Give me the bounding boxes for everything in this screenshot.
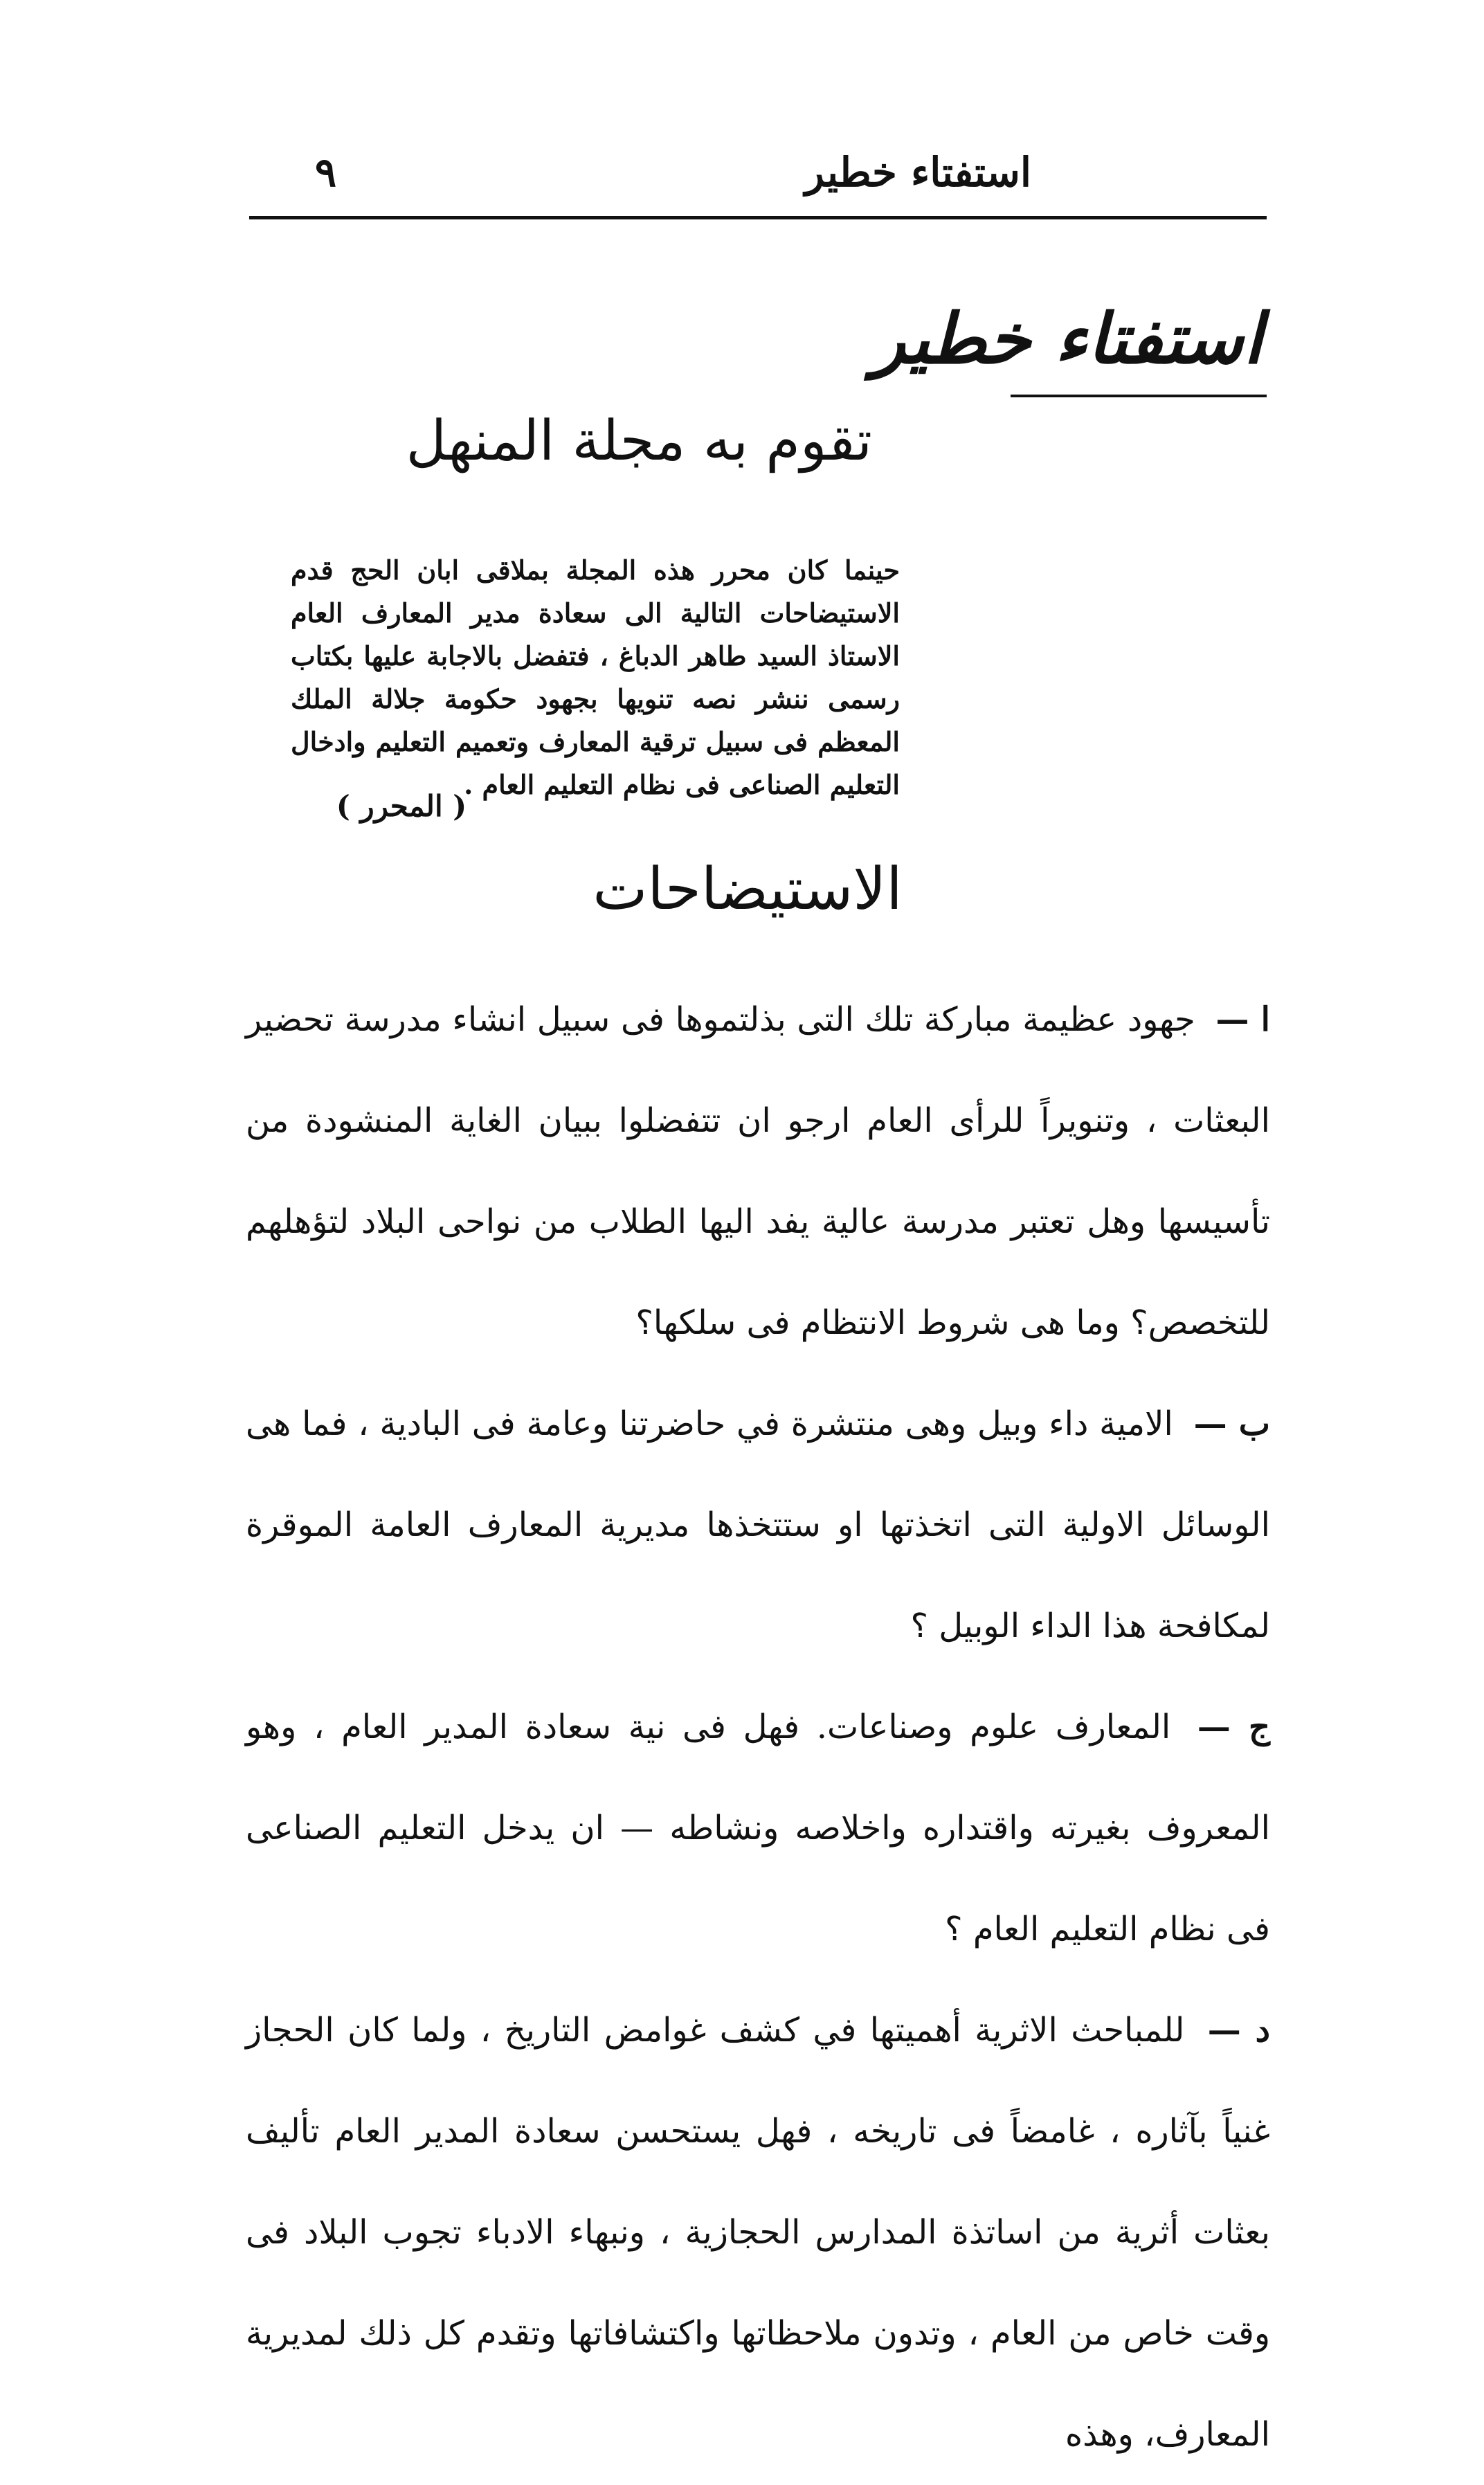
question-text: للمباحث الاثرية أهميتها في كشف غوامض التاريخ ، ولما كان الحجاز غنياً بآثاره ، غامضاً فى تاريخه ، فهل يستحسن سعادة المدير العام تأليف بعثات أثرية من اساتذة المدارس الحجازية ، ونبهاء الادباء تجوب البلاد فى وقت خاص من العام ، وتدون ملاحظاتها واكتشافاتها وتقدم كل ذلك لمديرية المعارف، وهذه [246, 2011, 1270, 2454]
questions-list [246, 969, 1270, 2485]
question-item [246, 969, 1270, 1373]
article-subtitle: تقوم به مجلة المنهل [406, 408, 872, 473]
question-letter: ا — [1215, 1000, 1271, 1039]
question-item [246, 1373, 1270, 1677]
section-heading: الاستيضاحات [592, 855, 903, 923]
page-number: ٩ [315, 149, 337, 196]
question-text: المعارف علوم وصناعات. فهل فى نية سعادة المدير العام ، وهو المعروف بغيرته واقتداره واخلاصه ونشاطه — ان يدخل التعليم الصناعى فى نظام التعليم العام ؟ [246, 1708, 1270, 1949]
question-item [246, 1980, 1270, 2485]
article-title: استفتاء خطير [871, 298, 1263, 379]
running-header [249, 135, 1267, 211]
running-header-title: استفتاء خطير [804, 149, 1031, 196]
question-letter: ج — [1197, 1708, 1270, 1746]
header-rule [249, 216, 1267, 219]
editor-signature: ( المحرر ) [336, 789, 467, 823]
question-item [246, 1677, 1270, 1980]
question-letter: د — [1207, 2011, 1270, 2050]
question-text: جهود عظيمة مباركة تلك التى بذلتموها فى سبيل انشاء مدرسة تحضير البعثات ، وتنويراً للرأى العام ارجو ان تتفضلوا ببيان الغاية المنشودة من تأسيسها وهل تعتبر مدرسة عالية يفد اليها الطلاب من نواحى البلاد لتؤهلهم للتخصص؟ وما هى شروط الانتظام فى سلكها؟ [246, 1000, 1271, 1342]
title-underline [1011, 395, 1267, 397]
editor-note: حينما كان محرر هذه المجلة بملاقى ابان الحج قدم الاستيضاحات التالية الى سعادة مدير المعارف العام الاستاذ السيد طاهر الدباغ ، فتفضل بالاجابة عليها بكتاب رسمى ننشر نصه تنويها بجهود حكومة جلالة الملك المعظم فى سبيل ترقية المعارف وتعميم التعليم وادخال التعليم الصناعى فى نظام التعليم العام . [291, 554, 900, 800]
question-letter: ب — [1193, 1404, 1270, 1443]
question-text: الامية داء وبيل وهى منتشرة في حاضرتنا وعامة فى البادية ، فما هى الوسائل الاولية التى اتخذتها او ستتخذها مديرية المعارف العامة الموقرة لمكافحة هذا الداء الوبيل ؟ [246, 1404, 1270, 1645]
